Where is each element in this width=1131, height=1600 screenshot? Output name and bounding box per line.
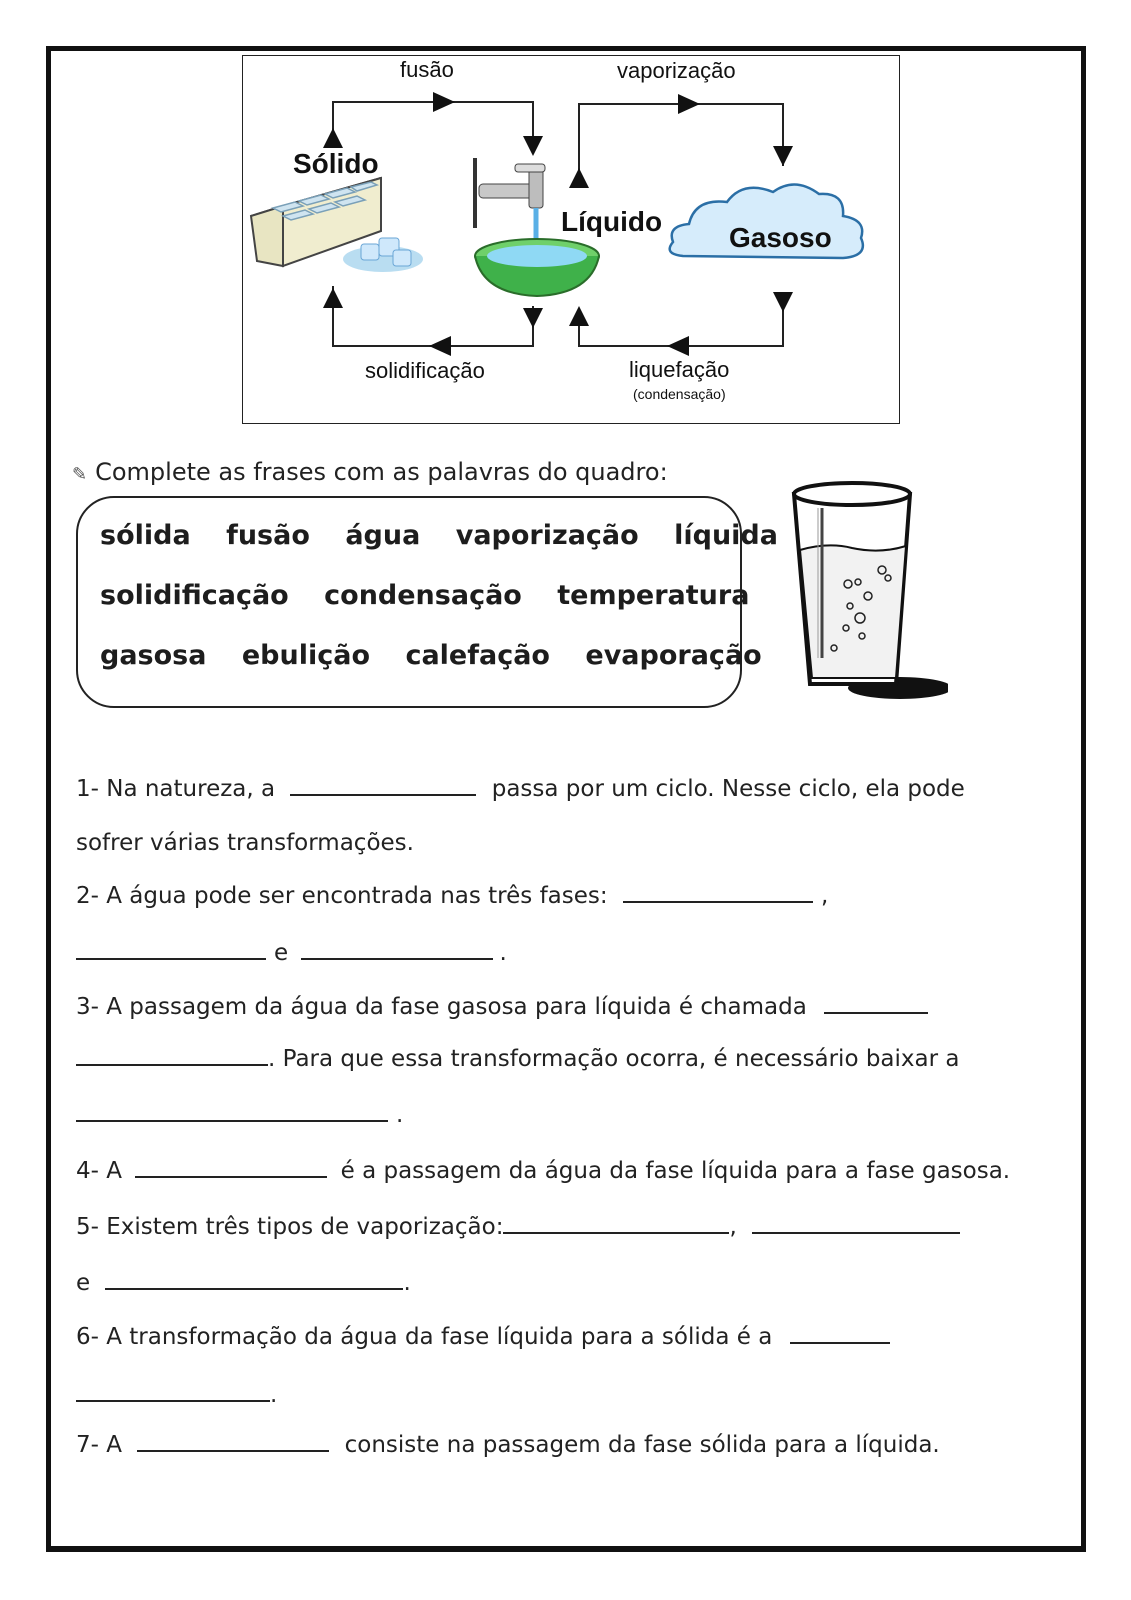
- word-bank: [76, 496, 778, 708]
- question-text: . Para que essa transformação ocorra, é necessário baixar a: [268, 1046, 960, 1072]
- question-text: 2- A água pode ser encontrada nas três fases:: [76, 883, 608, 909]
- answer-blank[interactable]: [752, 1214, 960, 1234]
- question-text: 3- A passagem da água da fase gasosa para líquida é chamada: [76, 994, 807, 1020]
- water-cycle-diagram: [242, 55, 900, 424]
- question-3-end: [76, 1102, 403, 1128]
- question-text: 6- A transformação da água da fase líquida para a sólida é a: [76, 1324, 773, 1350]
- punctuation: ,: [820, 883, 829, 909]
- punctuation: ,: [729, 1214, 737, 1240]
- question-7: [76, 1432, 940, 1458]
- question-4: [76, 1158, 1010, 1184]
- liquefaction-line: [579, 296, 783, 346]
- question-text: e: [274, 940, 289, 966]
- punctuation: .: [270, 1382, 278, 1408]
- question-text: e: [76, 1270, 91, 1296]
- answer-blank[interactable]: [137, 1432, 329, 1452]
- word-bank-row-3: [100, 640, 762, 671]
- solid-state-label: Sólido: [293, 148, 379, 179]
- question-6-continued: [76, 1382, 277, 1408]
- word-item: evaporação: [585, 640, 762, 671]
- word-item: vaporização: [455, 520, 639, 551]
- answer-blank[interactable]: [105, 1270, 403, 1290]
- question-5-continued: [76, 1270, 411, 1296]
- answer-blank[interactable]: [76, 1102, 388, 1122]
- word-item: água: [345, 520, 421, 551]
- answer-blank[interactable]: [824, 994, 928, 1014]
- question-text: 4- A: [76, 1158, 122, 1184]
- question-text: 7- A: [76, 1432, 122, 1458]
- answer-blank[interactable]: [790, 1324, 890, 1344]
- answer-blank[interactable]: [76, 1046, 268, 1066]
- pencil-icon: ✎: [72, 464, 88, 485]
- question-3-continued: [76, 1046, 959, 1072]
- answer-blank[interactable]: [76, 1382, 270, 1402]
- word-item: calefação: [405, 640, 550, 671]
- answer-blank[interactable]: [290, 776, 476, 796]
- word-bank-row-2: [100, 580, 749, 611]
- question-text: consiste na passagem da fase sólida para a líquida.: [344, 1432, 940, 1458]
- question-text: 1- Na natureza, a: [76, 776, 276, 802]
- answer-blank[interactable]: [503, 1214, 729, 1234]
- question-text: 5- Existem três tipos de vaporização:: [76, 1214, 504, 1240]
- question-5: [76, 1214, 960, 1240]
- question-1-continued: sofrer várias transformações.: [76, 830, 414, 856]
- punctuation: .: [499, 940, 507, 966]
- word-item: fusão: [226, 520, 310, 551]
- question-2: [76, 883, 828, 909]
- word-item: gasosa: [100, 640, 207, 671]
- answer-blank[interactable]: [623, 883, 813, 903]
- instruction-text: Complete as frases com as palavras do quadro:: [95, 458, 668, 486]
- word-item: condensação: [324, 580, 522, 611]
- gas-state-label: Gasoso: [729, 222, 832, 253]
- word-item: líquida: [674, 520, 778, 551]
- word-item: temperatura: [557, 580, 750, 611]
- answer-blank[interactable]: [135, 1158, 327, 1178]
- instruction: [72, 458, 668, 486]
- punctuation: .: [403, 1270, 411, 1296]
- liquid-state-label: Líquido: [561, 206, 663, 237]
- question-1: [76, 776, 965, 802]
- condensation-label: (condensação): [633, 386, 726, 402]
- answer-blank[interactable]: [301, 940, 493, 960]
- punctuation: .: [396, 1102, 404, 1128]
- question-2-continued: [76, 940, 507, 966]
- fusion-label: fusão: [400, 57, 454, 82]
- liquefaction-label: liquefação: [629, 357, 730, 382]
- question-6: [76, 1324, 890, 1350]
- word-bank-row-1: [100, 520, 778, 551]
- question-3: [76, 994, 928, 1020]
- word-item: solidificação: [100, 580, 289, 611]
- ice-tray-icon: [251, 178, 423, 272]
- solidification-line: [333, 286, 533, 346]
- vaporization-line: [579, 104, 783, 186]
- answer-blank[interactable]: [76, 940, 266, 960]
- water-glass-icon: [788, 478, 948, 708]
- question-text: passa por um ciclo. Nesse ciclo, ela pode: [491, 776, 965, 802]
- vaporization-label: vaporização: [617, 58, 736, 83]
- solidification-label: solidificação: [365, 358, 485, 383]
- word-item: sólida: [100, 520, 191, 551]
- question-text: é a passagem da água da fase líquida para a fase gasosa.: [340, 1158, 1011, 1184]
- word-item: ebulição: [241, 640, 371, 671]
